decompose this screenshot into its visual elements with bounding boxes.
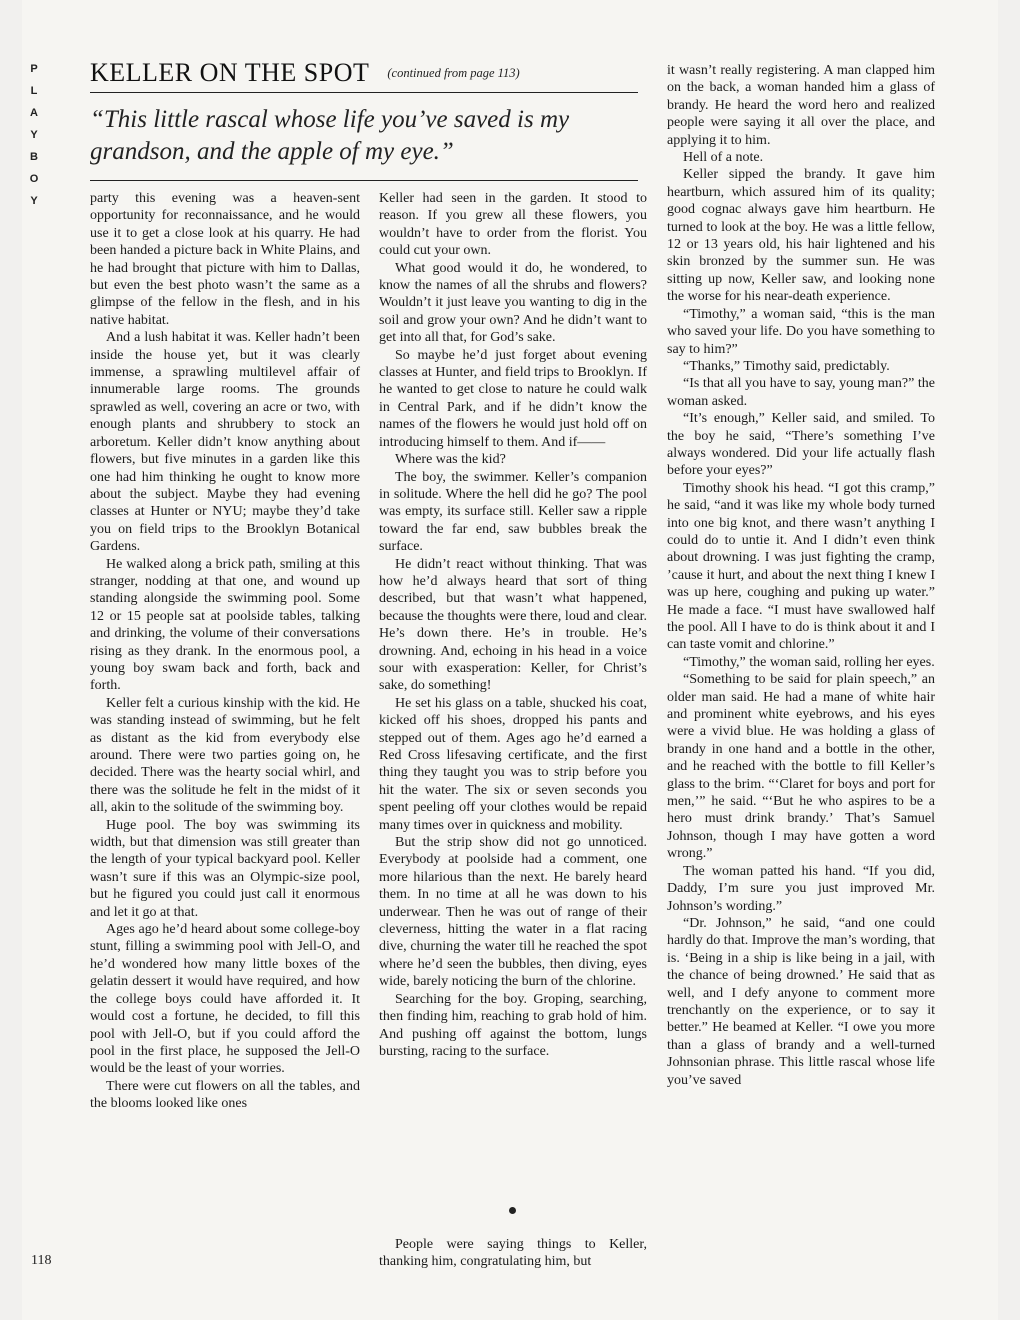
paragraph: Ages ago he’d heard about some college-boy stunt, filling a swimming pool with Jell-O, and he’d wondered how many little boxes of the gelatin dessert it would have required, and how the college boys could have afforded it. It would cost a fortune, he decided, to fill this pool with Jell-O, but if you could afford the pool in the first place, he supposed the Jell-O would be the least of your worries.	[90, 922, 360, 1077]
paragraph: it wasn’t really registering. A man clapped him on the back, a woman handed him a glass of brandy. He heard the word hero and realized people were saying it all over the place, and applying it to him.	[667, 63, 935, 148]
paragraph: “It’s enough,” Keller said, and smiled. To the boy he said, “There’s something I’ve always wondered. Did your life actually flash before your eyes?”	[667, 411, 935, 479]
paragraph: “Timothy,” the woman said, rolling her eyes.	[683, 654, 935, 670]
paragraph: People were saying things to Keller, thanking him, congratulating him, but	[379, 1237, 647, 1270]
paragraph: “Is that all you have to say, young man?” the woman asked.	[667, 376, 935, 409]
paragraph: “Thanks,” Timothy said, predictably.	[683, 358, 890, 374]
paragraph: He set his glass on a table, shucked his coat, kicked off his shoes, dropped his pants and stepped out of them. Ages ago he’d earned a Red Cross lifesaving certificate, and the first thing they taught you was to strip before you hit the water. The six or seven seconds you spent peeling off your clothes would be repaid many times over in quickness and mobility.	[379, 695, 647, 833]
paragraph: There were cut flowers on all the tables, and the blooms looked like ones	[90, 1078, 360, 1112]
paragraph: Keller had seen in the garden. It stood to reason. If you grew all these flowers, you wouldn’t have to order from the florist. You could cut your own.	[379, 191, 647, 259]
text-column-3	[667, 62, 935, 1089]
paragraph: Timothy shook his head. “I got this cramp,” he said, “and it was like my whole body turned into one big knot, and there wasn’t anything I could do to untie it. And I didn’t even think about drowning. I was just fighting the cramp, ’cause it hurt, and about the next thing I knew I was up here, coughing and puking up water.” He made a face. “I must have swallowed half the pool. All I have to do is think about it and I can taste vomit and chlorine.”	[667, 480, 935, 653]
paragraph: Where was the kid?	[395, 452, 506, 468]
paragraph: party this evening was a heaven-sent opportunity for reconnaissance, and he would use it to get a close look at his quarry. He had been handed a picture back in White Plains, and he had brought that picture with him to Dallas, but even the best photo wasn’t the same as a glimpse of the fellow in the flesh, and in his native habitat.	[90, 191, 360, 328]
pull-quote-rule	[90, 180, 638, 181]
paragraph: Searching for the boy. Groping, searching, then finding him, reaching to grab hold of him. And pushing off against the bottom, lungs bursting, racing to the surface.	[379, 991, 647, 1059]
paragraph: He didn’t react without thinking. That was how he’d always heard that sort of thing described, but that wasn’t what happened, because the thoughts were there, loud and clear. He’s down there. He’s in trouble. He’s drowning. And, echoing in his head in a voice sour with exasperation: Keller, for Christ’s sake, do something!	[379, 556, 647, 694]
magazine-letter: Y	[30, 129, 38, 141]
paragraph: The woman patted his hand. “If you did, Daddy, I’m sure you just improved Mr. Johnson’s wording.”	[667, 863, 935, 914]
magazine-letter: L	[30, 85, 38, 97]
magazine-letter: B	[30, 151, 38, 163]
magazine-letter: O	[29, 173, 39, 185]
text-column-1	[90, 190, 360, 1113]
paragraph: “Dr. Johnson,” he said, “and one could hardly do that. Improve the man’s wording, that is. ‘Being in a ship is like being in a jail, with the chance of being drowned.’ He said that as well, and I defy anyone to comment more trenchantly on the experience, or to say it better.” He beamed at Keller. “I owe you more than a glass of brandy and a well-turned Johnsonian phrase. This little rascal whose life you’ve saved	[667, 915, 935, 1088]
text-column-2	[379, 190, 647, 1060]
paragraph: “Something to be said for plain speech,” an older man said. He had a mane of white hair and prominent white eyebrows, and his eyes were a vivid blue. He was holding a glass of brandy in one hand and a bottle in the other, and he reached with the bottle to fill Keller’s glass to the brim. “‘Claret for boys and port for men,’” he said. “‘But he who aspires to be a hero must drink brandy.’ That’s Samuel Johnson, though I may have gotten a word wrong.”	[667, 672, 935, 862]
paragraph: What good would it do, he wondered, to know the names of all the shrubs and flowers? Wouldn’t it just leave you wanting to dig in the soil and grow your own? And he didn’t want to get into all that, for God’s sake.	[379, 260, 647, 346]
article-header	[90, 58, 638, 93]
magazine-letter: A	[30, 107, 38, 119]
paragraph: The boy, the swimmer. Keller’s companion in solitude. Where the hell did he go? The pool was empty, its surface still. Keller saw a ripple toward the far end, saw bubbles break the surface.	[379, 469, 647, 555]
pull-quote: “This little rascal whose life you’ve saved is my grandson, and the apple of my eye.”	[90, 106, 570, 165]
paragraph: And a lush habitat it was. Keller hadn’t been inside the house yet, but it was clearly immense, a sprawling multilevel affair of innumerable large rooms. The grounds sprawled as well, covering an acre or two, with enough plants and shrubbery to stock an arboretum. Keller didn’t know anything about flowers, but five minutes in a garden like this one had him thinking he ought to know more about the subject. Maybe they had evening classes at Hunter or NYU; maybe they’d take you on field trips to the Brooklyn Botanical Gardens.	[90, 330, 360, 555]
paragraph: Hell of a note.	[683, 150, 764, 166]
magazine-name-vertical	[27, 58, 41, 212]
section-break-bullet	[509, 1207, 516, 1214]
paragraph: Keller sipped the brandy. It gave him heartburn, which assured him of its quality; good cognac always gave him heartburn. He turned to look at the boy. He was a little fellow, 12 or 13 years old, his hair lightened and his skin bronzed by the summer sun. He was sitting up now, Keller saw, and looking none the worse for his near-death experience.	[667, 167, 935, 305]
paragraph: “Timothy,” a woman said, “this is the man who saved your life. Do you have something to say to him?”	[667, 306, 935, 357]
paragraph: Keller felt a curious kinship with the kid. He was standing instead of swimming, but he felt as distant as the kid from everybody else around. There were two parties going on, he decided. There was the hearty social whirl, and there was the solitude he felt in the midst of it all, akin to the solitude of the swimming boy.	[90, 695, 360, 816]
continued-note: (continued from page 113)	[387, 66, 520, 80]
text-column-2-continued	[379, 1236, 647, 1271]
paragraph: He walked along a brick path, smiling at this stranger, nodding at that one, and wound up standing alongside the swimming pool. Some 12 or 15 people sat at poolside tables, talking and drinking, the volume of their conversations rising as they drank. In the enormous pool, a young boy swam back and forth, back and forth.	[90, 556, 360, 694]
paragraph: Huge pool. The boy was swimming its width, but that dimension was still greater than the length of your typical backyard pool. Keller wasn’t sure if this was an Olympic-size pool, but he figured you could just call it enormous and let it go at that.	[90, 817, 360, 920]
article-title: KELLER ON THE SPOT	[90, 58, 370, 87]
paragraph: But the strip show did not go unnoticed. Everybody at poolside had a comment, one more hilarious than the next. He barely heard them. In no time at all he was down to his underwear. Then he was out of range of their cleverness, hitting the water in a flat racing dive, churning the water till he reached the spot where he’d seen the bubbles, then diving, eyes wide, barely noticing the burn of the chlorine.	[379, 835, 647, 990]
magazine-letter: P	[30, 63, 38, 75]
page-number: 118	[31, 1253, 52, 1268]
paragraph: So maybe he’d just forget about evening classes at Hunter, and field trips to Brooklyn. If he wanted to get close to nature he could walk in Central Park, and if he didn’t know the names of the flowers he would just hold off on introducing himself to them. And if——	[379, 347, 647, 450]
magazine-letter: Y	[30, 195, 38, 207]
